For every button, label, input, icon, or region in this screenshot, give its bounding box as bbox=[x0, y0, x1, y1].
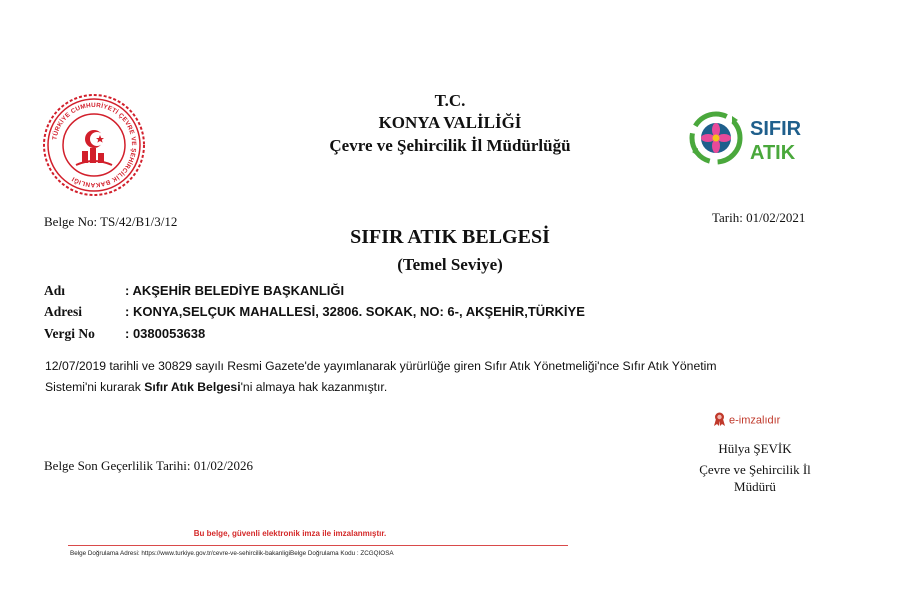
certificate-statement bbox=[45, 356, 805, 398]
header-governorship: KONYA VALİLİĞİ bbox=[378, 113, 522, 132]
field-value-tax-no: : 0380053638 bbox=[125, 326, 206, 341]
statement-line-2-start: Sistemi'ni kurarak bbox=[45, 380, 145, 394]
signatory-name: Hülya ŞEVİK bbox=[718, 441, 792, 456]
logo-line1: SIFIR bbox=[750, 118, 802, 140]
e-signature-badge bbox=[714, 412, 780, 429]
footer-divider bbox=[68, 545, 568, 546]
document-title: SIFIR ATIK BELGESİ bbox=[350, 226, 550, 248]
e-signature-label: e-imzalıdır bbox=[729, 414, 781, 427]
document-date: Tarih: 01/02/2021 bbox=[712, 210, 806, 225]
signatory-title-line-2: Müdürü bbox=[734, 479, 776, 494]
statement-line-2 bbox=[45, 377, 805, 398]
validity-date: Belge Son Geçerlilik Tarihi: 01/02/2026 bbox=[44, 458, 253, 473]
ribbon-badge-icon bbox=[714, 412, 725, 429]
statement-line-1: 12/07/2019 tarihli ve 30829 sayılı Resmi Gazete'de yayımlanarak yürürlüğe giren Sıfır Atık Yönetmeliği'nce Sıfır Atık Yönetim bbox=[45, 359, 717, 373]
sifir-atik-logo-icon bbox=[688, 110, 823, 166]
statement-line-2-end: 'ni almaya hak kazanmıştır. bbox=[240, 380, 388, 394]
field-value-name: : AKŞEHİR BELEDİYE BAŞKANLIĞI bbox=[125, 283, 345, 298]
document-subtitle: (Temel Seviye) bbox=[397, 255, 503, 274]
field-label-tax-no: Vergi No bbox=[44, 326, 95, 341]
signatory-title-line-1: Çevre ve Şehircilik İl bbox=[699, 462, 811, 477]
field-label-name: Adı bbox=[44, 283, 66, 298]
header-tc: T.C. bbox=[434, 91, 466, 110]
logo-line2: ATIK bbox=[750, 142, 796, 164]
footer-verification-address: Belge Doğrulama Adresi: https://www.turkiye.gov.tr/cevre-ve-sehircilik-bakanligiBelge Doğrulama Kodu : ZCGQIOSA bbox=[70, 550, 394, 557]
ministry-seal-icon bbox=[42, 93, 146, 197]
field-value-address: : KONYA,SELÇUK MAHALLESİ, 32806. SOKAK, NO: 6-, AKŞEHİR,TÜRKİYE bbox=[125, 304, 585, 319]
seal-ring-text: TÜRKİYE CUMHURİYETİ ÇEVRE VE ŞEHİRCİLİK BAKANLIĞI bbox=[51, 101, 138, 189]
footer-esign-note: Bu belge, güvenli elektronik imza ile imzalanmıştır. bbox=[193, 529, 387, 538]
field-label-address: Adresi bbox=[44, 304, 83, 319]
document-number: Belge No: TS/42/B1/3/12 bbox=[44, 214, 178, 229]
header-directorate: Çevre ve Şehircilik İl Müdürlüğü bbox=[329, 136, 571, 155]
statement-certificate-name: Sıfır Atık Belgesi bbox=[144, 380, 241, 394]
